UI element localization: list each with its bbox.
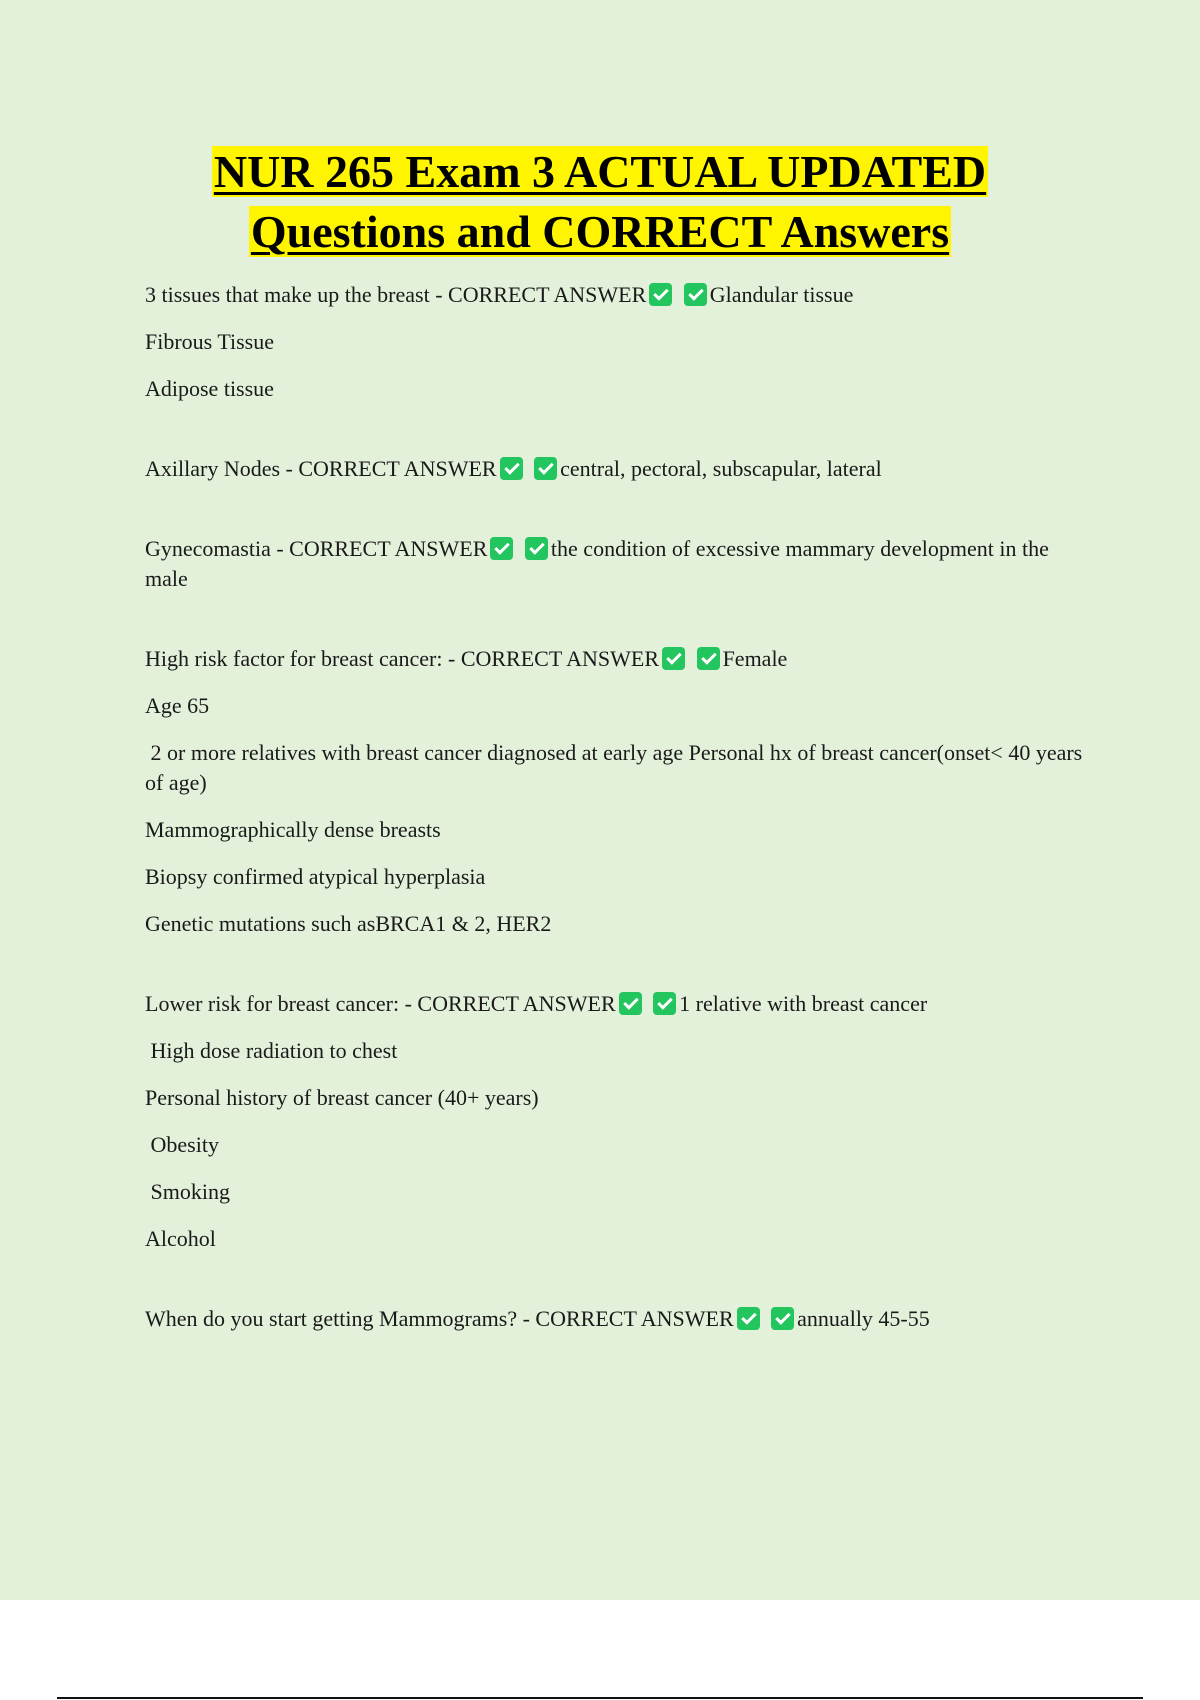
- correct-answer-marker: CORRECT ANSWER: [289, 536, 488, 561]
- qa-question-line: [145, 454, 1090, 484]
- check-mark-icon: [653, 992, 676, 1015]
- answer-line: Age 65: [145, 693, 210, 718]
- question-text: High risk factor for breast cancer: -: [145, 646, 461, 671]
- answer-line: High dose radiation to chest: [145, 1038, 398, 1063]
- question-text: When do you start getting Mammograms? -: [145, 1306, 536, 1331]
- answer-line: Alcohol: [145, 1226, 216, 1251]
- check-mark-icon: [525, 537, 548, 560]
- question-text: Axillary Nodes -: [145, 456, 299, 481]
- qa-question-line: [145, 534, 1090, 594]
- qa-question-line: [145, 280, 1090, 310]
- question-text: Lower risk for breast cancer: -: [145, 991, 418, 1016]
- correct-answer-marker: CORRECT ANSWER: [535, 1306, 734, 1331]
- check-mark-icon: [649, 283, 672, 306]
- qa-question-line: [145, 989, 1090, 1019]
- check-mark-icon: [771, 1307, 794, 1330]
- check-mark-icon: [662, 647, 685, 670]
- title-line-1: NUR 265 Exam 3 ACTUAL UPDATED: [213, 146, 987, 197]
- answer-text: annually 45-55: [797, 1306, 930, 1331]
- answer-text: 1 relative with breast cancer: [679, 991, 928, 1016]
- qa-item: [145, 534, 1090, 594]
- answer-line: Biopsy confirmed atypical hyperplasia: [145, 864, 486, 889]
- answer-text: Female: [722, 646, 788, 671]
- check-mark-icon: [619, 992, 642, 1015]
- qa-item: [145, 989, 1090, 1254]
- qa-item: [145, 1304, 1090, 1334]
- qa-item: [145, 644, 1090, 939]
- answer-line: Mammographically dense breasts: [145, 817, 441, 842]
- check-mark-icon: [534, 457, 557, 480]
- check-mark-icon: [684, 283, 707, 306]
- answer-text: Glandular tissue: [709, 282, 854, 307]
- answer-line: Personal history of breast cancer (40+ years): [145, 1085, 539, 1110]
- answer-text: the condition of excessive mammary development in the male: [145, 536, 1055, 591]
- answer-line: 2 or more relatives with breast cancer diagnosed at early age Personal hx of breast cancer(onset< 40 years of age): [145, 740, 1088, 795]
- qa-question-line: [145, 1304, 1090, 1334]
- footer-divider: [57, 1697, 1143, 1699]
- qa-item: [145, 280, 1090, 404]
- title-line-2: Questions and CORRECT Answers: [250, 206, 950, 257]
- question-text: 3 tissues that make up the breast -: [145, 282, 449, 307]
- answer-line: Obesity: [145, 1132, 219, 1157]
- qa-item: [145, 454, 1090, 484]
- correct-answer-marker: CORRECT ANSWER: [298, 456, 497, 481]
- correct-answer-marker: CORRECT ANSWER: [448, 282, 647, 307]
- qa-question-line: [145, 644, 1090, 674]
- answer-line: Smoking: [145, 1179, 230, 1204]
- correct-answer-marker: CORRECT ANSWER: [460, 646, 660, 671]
- document-title: [0, 142, 1200, 262]
- answer-line: Fibrous Tissue: [145, 329, 275, 354]
- qa-list: [145, 280, 1090, 1384]
- answer-text: central, pectoral, subscapular, lateral: [560, 456, 882, 481]
- answer-line: Genetic mutations such asBRCA1 & 2, HER2: [145, 911, 552, 936]
- check-mark-icon: [737, 1307, 760, 1330]
- answer-line: Adipose tissue: [145, 376, 274, 401]
- check-mark-icon: [500, 457, 523, 480]
- question-text: Gynecomastia -: [145, 536, 290, 561]
- check-mark-icon: [697, 647, 720, 670]
- check-mark-icon: [490, 537, 513, 560]
- correct-answer-marker: CORRECT ANSWER: [417, 991, 616, 1016]
